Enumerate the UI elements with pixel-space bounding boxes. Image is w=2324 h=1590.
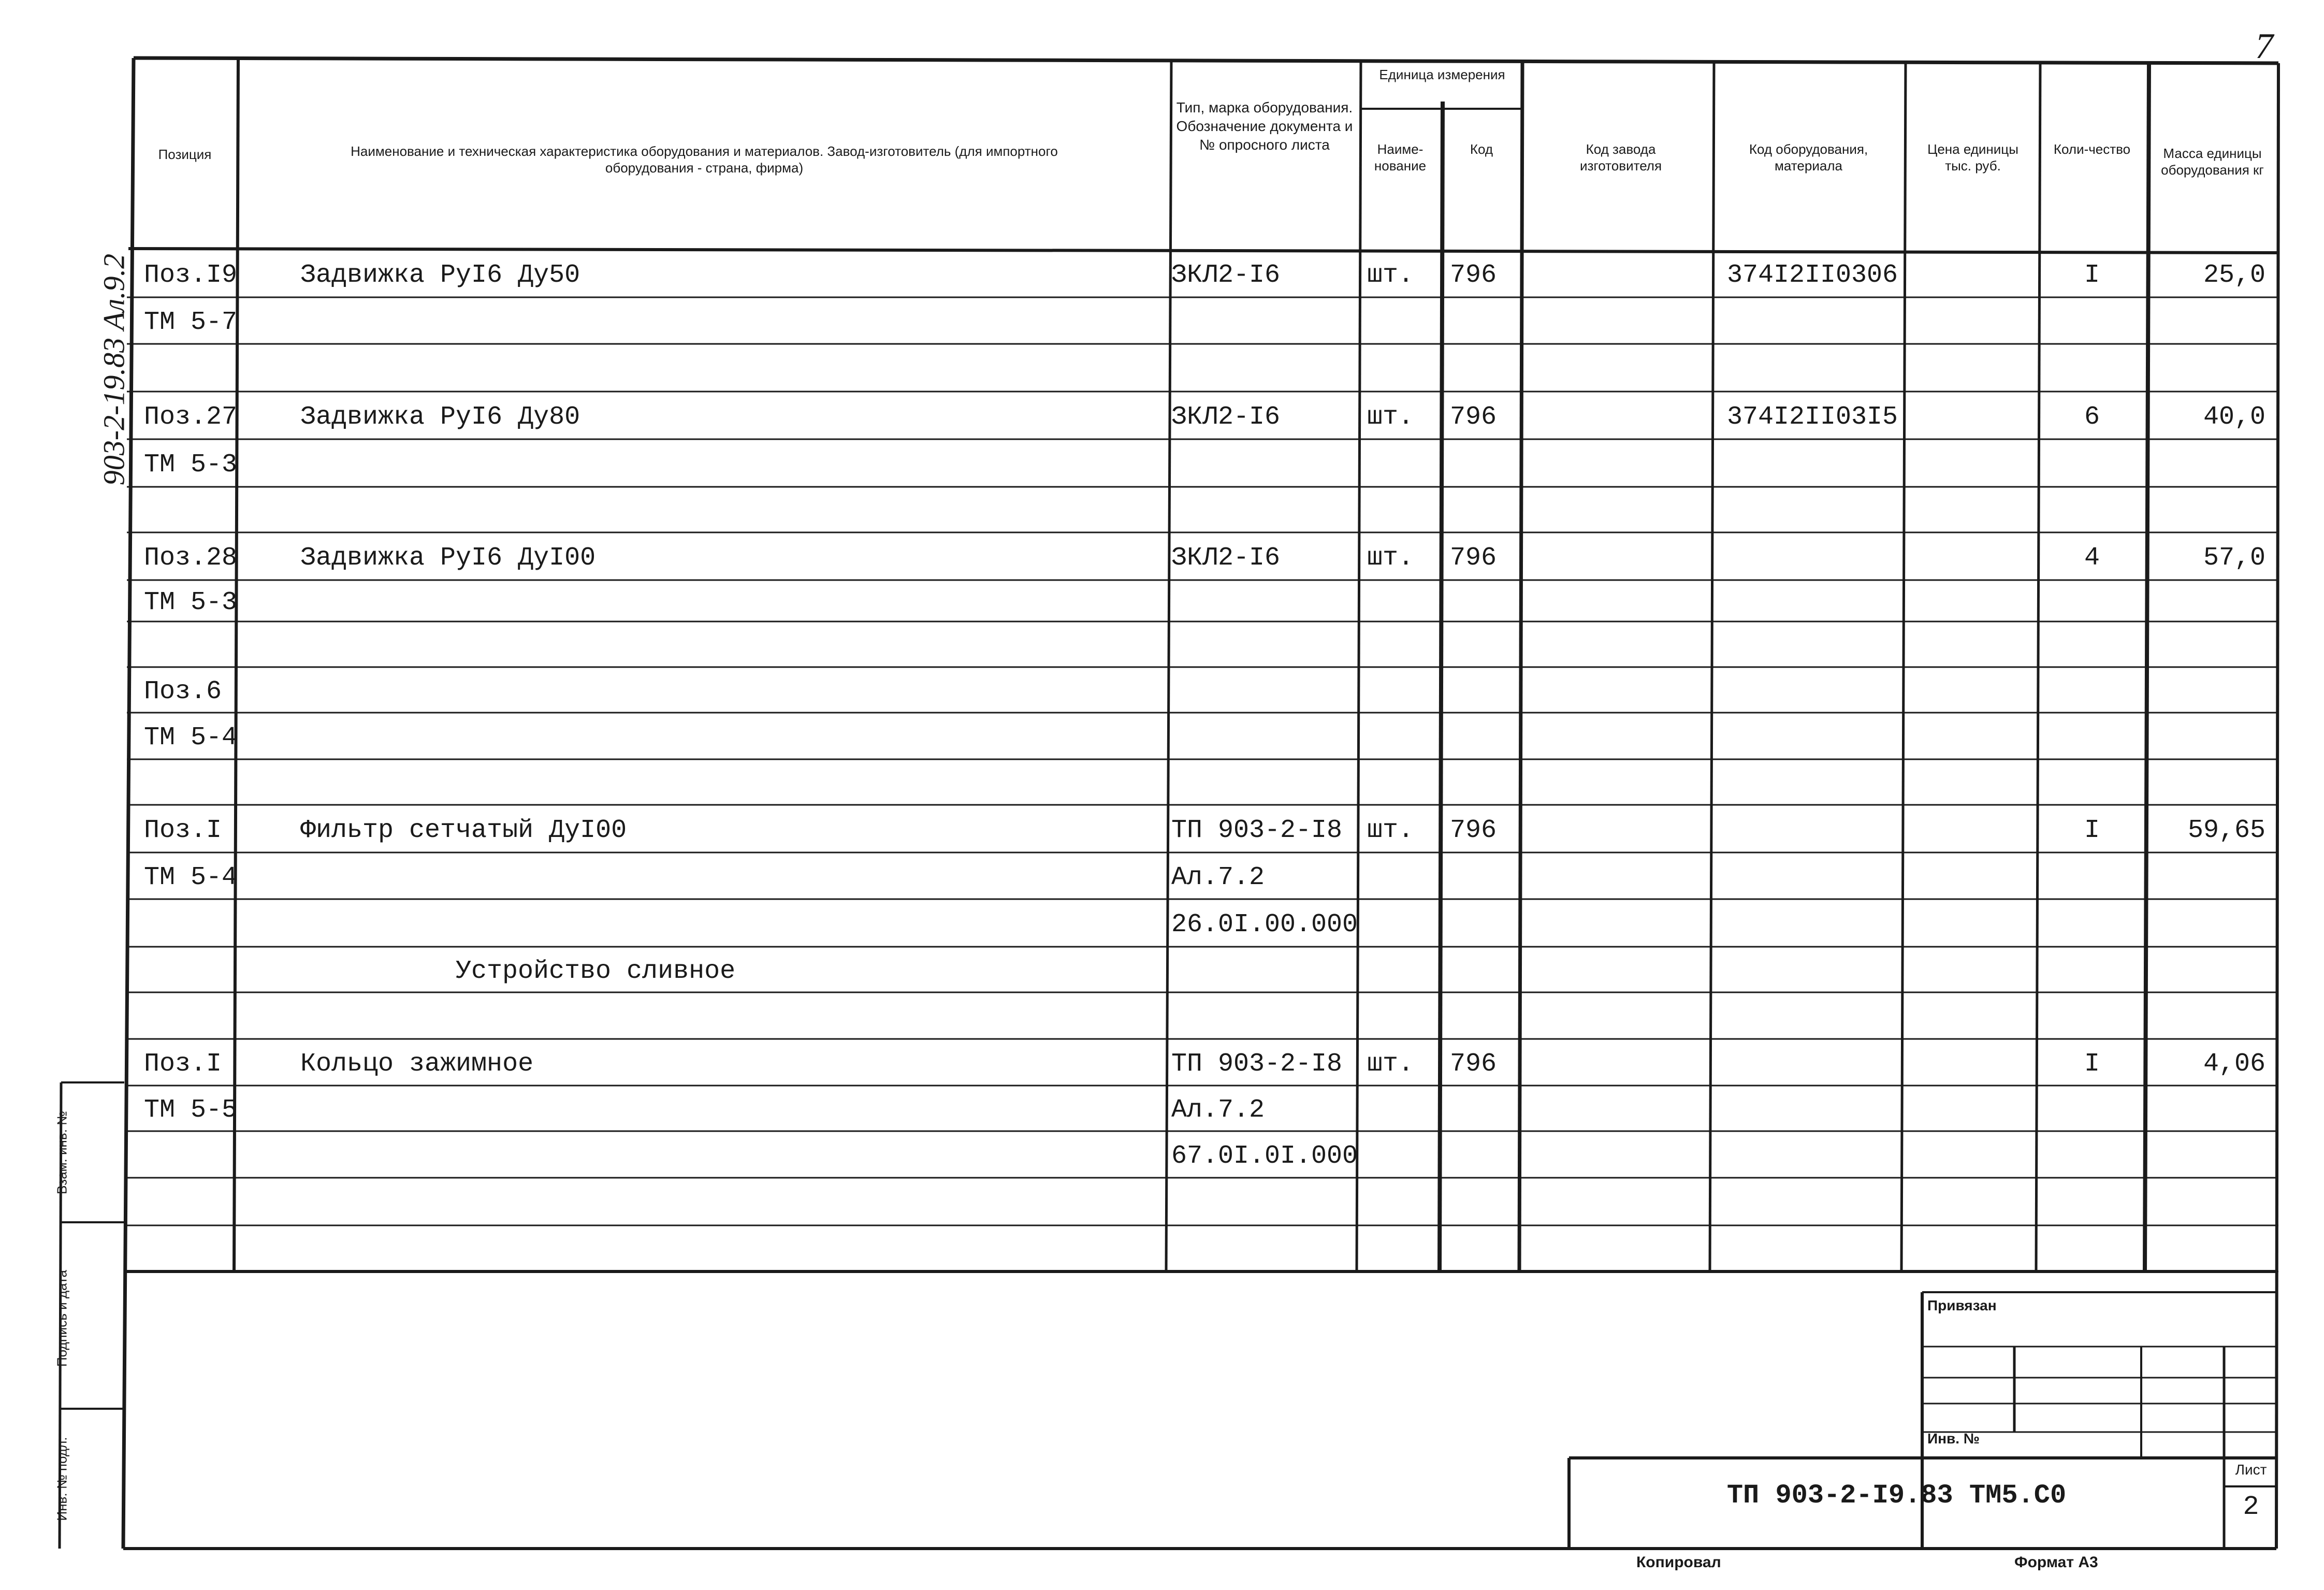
cell-pos: ТМ 5-5 — [144, 1095, 238, 1125]
cell-type: ТП 903-2-I8 — [1171, 816, 1343, 845]
cell-name: Задвижка РуI6 Ду50 — [300, 261, 580, 290]
cell-mass: 59,65 — [2187, 816, 2265, 845]
cell-pos: Поз.27 — [144, 402, 238, 432]
cell-qty: 6 — [2084, 402, 2100, 432]
cell-code: 796 — [1450, 1049, 1497, 1079]
margin-label-replaced: Взам. инв. № — [54, 1110, 70, 1195]
stamp-sheet-number: 2 — [2243, 1492, 2259, 1522]
cell-pos: ТМ 5-3 — [144, 588, 238, 617]
table-row — [0, 1131, 2324, 1178]
page-number: 7 — [2255, 26, 2273, 66]
cell-code: 796 — [1450, 543, 1497, 573]
cell-pos: Поз.I — [144, 1049, 222, 1079]
table-row — [0, 992, 2324, 1039]
header-factory-code: Код завода изготовителя — [1579, 141, 1662, 174]
header-quantity: Коли-чество — [2053, 141, 2131, 157]
cell-mass: 40,0 — [2203, 402, 2265, 432]
table-row — [0, 947, 2324, 992]
cell-pos: Поз.28 — [144, 543, 238, 573]
cell-equip: 374I2II0306 — [1726, 261, 1898, 290]
table-row — [0, 759, 2324, 805]
header-unit-name: Наиме-нование — [1374, 141, 1427, 174]
table-row — [0, 580, 2324, 621]
cell-type: Ал.7.2 — [1171, 863, 1265, 892]
header-position: Позиция — [158, 147, 212, 162]
header-unit-group: Единица измерения — [1379, 67, 1505, 82]
table-row — [0, 1225, 2324, 1271]
footer-format: Формат А3 — [2014, 1554, 2098, 1571]
cell-pos: Поз.I9 — [144, 261, 238, 290]
footer-copied: Копировал — [1636, 1554, 1721, 1571]
table-row — [0, 1178, 2324, 1225]
table-row — [0, 667, 2324, 713]
cell-type: Ал.7.2 — [1171, 1095, 1265, 1125]
stamp-sheet-label: Лист — [2235, 1462, 2267, 1478]
cell-type: ЗКЛ2-I6 — [1171, 543, 1281, 573]
table-row — [0, 621, 2324, 667]
table-row — [0, 852, 2324, 899]
table-row — [0, 487, 2324, 532]
table-row — [0, 392, 2324, 439]
cell-type: ЗКЛ2-I6 — [1171, 402, 1281, 432]
header-price: Цена единицы тыс. руб. — [1927, 141, 2018, 174]
cell-pos: ТМ 5-4 — [144, 723, 238, 753]
table-row — [0, 713, 2324, 759]
table-row — [0, 805, 2324, 852]
header-mass: Масса единицы оборудования кг — [2161, 146, 2264, 178]
table-row — [0, 344, 2324, 392]
cell-unit: шт. — [1367, 402, 1414, 432]
cell-type: ТП 903-2-I8 — [1171, 1049, 1343, 1079]
document-code-vertical: 903-2-19.83 Ал.9.2 — [97, 253, 131, 486]
table-row — [0, 439, 2324, 487]
table-row — [0, 899, 2324, 947]
cell-type: 67.0I.0I.000 — [1171, 1141, 1358, 1171]
header-type: Тип, марка оборудования. Обозначение документа и № опросного листа — [1176, 99, 1353, 153]
cell-name: Кольцо зажимное — [300, 1049, 534, 1079]
stamp-document-title: ТП 903-2-I9.83 ТМ5.С0 — [1726, 1480, 2067, 1511]
cell-code: 796 — [1450, 816, 1497, 845]
cell-equip: 374I2II03I5 — [1726, 402, 1898, 432]
table-row — [0, 1086, 2324, 1131]
cell-unit: шт. — [1367, 816, 1414, 845]
cell-name: Устройство сливное — [456, 957, 736, 986]
table-row — [0, 297, 2324, 344]
cell-mass: 25,0 — [2203, 261, 2265, 290]
cell-type: 26.0I.00.000 — [1171, 910, 1358, 939]
cell-pos: ТМ 5-7 — [144, 308, 238, 337]
cell-mass: 4,06 — [2203, 1049, 2265, 1079]
cell-name: Фильтр сетчатый ДуI00 — [300, 816, 627, 845]
cell-code: 796 — [1450, 402, 1497, 432]
cell-name: Задвижка РуI6 ДуI00 — [300, 543, 596, 573]
cell-pos: Поз.6 — [144, 677, 222, 706]
margin-label-signature: Подпись и дата — [54, 1270, 70, 1367]
stamp-inventory-number: Инв. № — [1927, 1430, 1980, 1447]
cell-qty: 4 — [2084, 543, 2100, 573]
margin-label-inventory: Инв. № подл. — [54, 1437, 70, 1521]
header-equipment-code: Код оборудования, материала — [1749, 141, 1868, 174]
cell-type: ЗКЛ2-I6 — [1171, 261, 1281, 290]
cell-unit: шт. — [1367, 543, 1414, 573]
header-name: Наименование и техническая характеристика оборудования и материалов. Завод-изготовитель (для импортного оборудования - страна, фирма) — [351, 143, 1058, 176]
cell-qty: I — [2084, 816, 2100, 845]
header-unit-code: Код — [1470, 141, 1493, 157]
cell-pos: Поз.I — [144, 816, 222, 845]
cell-unit: шт. — [1367, 261, 1414, 290]
cell-pos: ТМ 5-4 — [144, 863, 238, 892]
cell-mass: 57,0 — [2203, 543, 2265, 573]
cell-code: 796 — [1450, 261, 1497, 290]
table-row — [0, 1039, 2324, 1086]
stamp-linked: Привязан — [1927, 1297, 1997, 1313]
table-row — [0, 532, 2324, 580]
cell-unit: шт. — [1367, 1049, 1414, 1079]
cell-qty: I — [2084, 1049, 2100, 1079]
cell-qty: I — [2084, 261, 2100, 290]
cell-name: Задвижка РуI6 Ду80 — [300, 402, 580, 432]
cell-pos: ТМ 5-3 — [144, 450, 238, 480]
table-row — [0, 250, 2324, 297]
